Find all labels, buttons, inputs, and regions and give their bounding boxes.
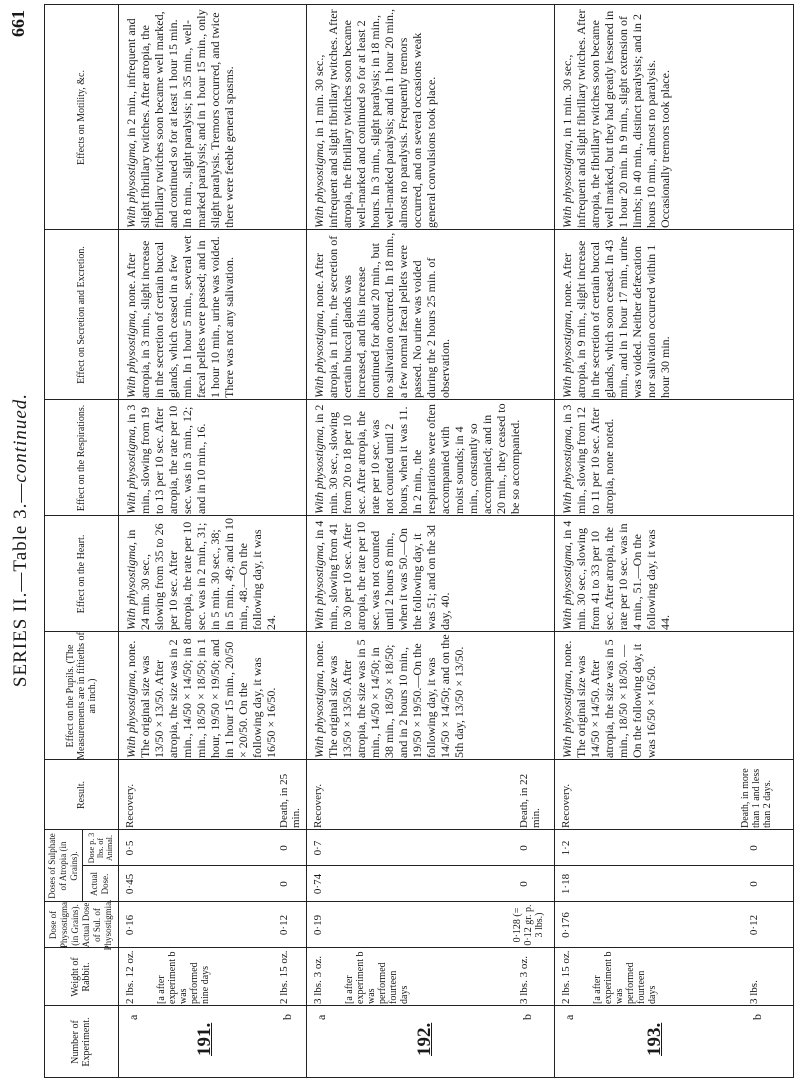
header-pupils: Effect on the Pupils. (The Measurements are in fiftieths of an inch.) bbox=[64, 632, 98, 760]
italic-lead: With physostigma, bbox=[560, 425, 574, 514]
atropia-actual: 0 bbox=[748, 881, 760, 887]
motility-text: in 1 min. 30 sec., infrequent and slight fibrillary twitches. After atropia, the fibrillary twitches soon became well marked, but they had greatly lessened in 1 hour 20 min. In 9 min., slight extension of limbs; in 40 min., distinct paralysis; and in 2 hours 10 min., almost no paralysis. Occasionally tremors took place. bbox=[560, 9, 672, 228]
col-divider bbox=[44, 399, 794, 400]
header-rule bbox=[118, 4, 119, 1078]
motility-text: in 2 min., infrequent and slight fibrillary twitches. After atropia, the fibrillary twitches soon became well marked, and continued so for at least 1 hour 15 min. In 8 min., slight paralysis; in 35 min., well-marked paralysis; and in 1 hour 15 min., only slight paralysis. Tremors occurred, and twice there were feeble general spasms. bbox=[124, 9, 236, 228]
header-physostigma: Dose of Physostigma (in Grains). Actual Dose of Sul. of Physostigmia. bbox=[48, 899, 113, 951]
secretion-cell bbox=[312, 232, 512, 398]
italic-lead: With physostigma, bbox=[560, 139, 574, 228]
atropia-actual: 0·45 bbox=[124, 873, 136, 895]
italic-lead: With physostigma, bbox=[560, 669, 574, 758]
rule bbox=[44, 1077, 794, 1078]
italic-lead: With physostigma, bbox=[124, 425, 138, 514]
experiment-number: 193. bbox=[644, 1022, 665, 1056]
atropia-per3: 1·2 bbox=[560, 840, 572, 856]
atropia-per3: 0·7 bbox=[312, 840, 324, 856]
pupils-text: none. The original size was 13/50 × 13/50. After atropia, the size was in 5 min., 14/50 × 14/50; in 38 min., 18/50 × 18/50; and in 2 hours 10 min., 19/50 × 19/50.—On the following day, it was 14/50 × 14/50; and on the 5th day, 13/50 × 13/50. bbox=[312, 634, 466, 758]
motility-cell bbox=[312, 7, 512, 228]
pupils-cell bbox=[312, 634, 512, 758]
note-cell: [a after experiment b was performed fourteen days bbox=[592, 951, 658, 1004]
weight-cell: 3 lbs. bbox=[748, 980, 760, 1004]
motility-cell bbox=[124, 7, 274, 228]
italic-lead: With physostigma, bbox=[312, 425, 326, 514]
header-weight: Weight of Rabbit. bbox=[70, 957, 92, 997]
result-cell: Recovery. bbox=[312, 783, 324, 828]
header-number: Number of Experiment. bbox=[70, 1017, 92, 1067]
heart-text: in 4 min., slowing from 41 to 30 per 10 sec. After atropia, the rate per 10 sec. was not counted until 2 hours 8 min., when it was 50.—On the following day, it was 51; and on the 3d day, 40. bbox=[312, 520, 452, 630]
physostigma-dose: 0·12 bbox=[748, 914, 760, 936]
atropia-per3: 0 bbox=[518, 845, 530, 851]
italic-lead: With physostigma, bbox=[312, 669, 326, 758]
resp-cell bbox=[124, 402, 274, 514]
header-motility: Effects on Motility, &c. bbox=[75, 70, 87, 165]
italic-lead: With physostigma, bbox=[124, 139, 138, 228]
data-table bbox=[44, 4, 794, 1078]
header-atropia-actual: Actual Dose. bbox=[89, 872, 110, 896]
header-heart: Effect on the Heart. bbox=[75, 534, 87, 614]
note-cell: [a after experiment b was performed fourteen days bbox=[344, 951, 410, 1004]
experiment-rule bbox=[554, 4, 555, 1078]
resp-cell bbox=[560, 402, 738, 514]
atropia-actual: 0 bbox=[278, 881, 290, 887]
rule bbox=[44, 4, 794, 5]
title-text: SERIES II.—Table 3.— bbox=[10, 482, 31, 688]
atropia-per3: 0 bbox=[748, 845, 760, 851]
italic-lead: With physostigma, bbox=[560, 541, 574, 630]
physostigma-dose: 0·16 bbox=[124, 914, 136, 936]
atropia-actual: 1·18 bbox=[560, 873, 572, 895]
resp-text: in 3 min., slowing from 19 to 13 per 10 sec. After atropia, the rate per 10 sec. was in 3 min., 12; and in 10 min., 16. bbox=[124, 404, 208, 514]
atropia-per3: 0 bbox=[278, 845, 290, 851]
italic-lead: With physostigma, bbox=[312, 309, 326, 398]
weight-cell: 2 lbs. 15 oz. bbox=[560, 950, 572, 1004]
italic-lead: With physostigma, bbox=[124, 309, 138, 398]
heart-text: in 4 min. 30 sec., slowing from 41 to 33 per 10 sec. After atropia, the rate per 10 sec. was in 4 min., 51.—On the following day, it was 44. bbox=[560, 520, 672, 630]
col-divider bbox=[44, 947, 794, 948]
atropia-actual: 0 bbox=[518, 881, 530, 887]
physostigma-dose: 0·12 bbox=[278, 914, 290, 936]
weight-cell: 3 lbs. 3 oz. bbox=[312, 956, 324, 1004]
pupils-text: none. The original size was 13/50 × 13/50. After atropia, the size was in 2 min., 14/50 × 14/50; in 8 min., 18/50 × 18/50; in 1 hour, 19/50 × 19/50; and in 1 hour 15 min., 20/50 × 20/50. On the following day, it was 16/50 × 16/50. bbox=[124, 638, 278, 758]
physostigma-dose: 0·19 bbox=[312, 914, 324, 936]
header-respirations: Effect on the Respirations. bbox=[75, 404, 87, 512]
physostigma-dose: 0·128 (= 0·12 gr. p. 3 lbs.) bbox=[512, 904, 545, 946]
result-cell: Death, in more than 1 and less than 2 days. bbox=[740, 768, 773, 828]
table-title bbox=[10, 0, 32, 1080]
row-letter: b bbox=[520, 1014, 534, 1020]
row-letter: a bbox=[314, 1014, 328, 1020]
result-cell: Recovery. bbox=[124, 783, 136, 828]
header-atropia: Doses of Sulphate of Atropia (in Grains). bbox=[46, 833, 79, 899]
col-divider bbox=[44, 829, 794, 830]
note-cell: [a after experiment b was performed nine days bbox=[156, 951, 211, 1004]
secretion-text: none. After atropia, in 1 min., the secretion of certain buccal glands was increased, and this increase continued for about 20 min., but no salivation occurred. In 18 min., a few normal fæcal pellets were passed. No urine was voided during the 2 hours 25 min. of observation. bbox=[312, 232, 452, 398]
col-divider bbox=[44, 901, 794, 902]
resp-text: in 3 min., slowing from 12 to 11 per 10 sec. After atropia, none noted. bbox=[560, 404, 616, 514]
col-divider bbox=[44, 515, 794, 516]
result-cell: Death, in 22 min. bbox=[518, 773, 542, 828]
heart-cell bbox=[124, 518, 278, 630]
weight-cell: 2 lbs. 15 oz. bbox=[278, 950, 290, 1004]
result-cell: Death, in 25 min. bbox=[278, 773, 302, 828]
row-letter: a bbox=[562, 1014, 576, 1020]
secretion-text: none. After atropia, in 3 min., slight increase in the secretion of certain buccal glands, which ceased in a few min. In 1 hour 5 min., several wet fæcal pellets were passed; and in 1 hour 10 min., urine was voided. There was not any salivation. bbox=[124, 235, 236, 398]
atropia-per3: 0·5 bbox=[124, 840, 136, 856]
atropia-actual: 0·74 bbox=[312, 873, 324, 895]
header-secretion: Effect on Secretion and Excretion. bbox=[75, 246, 87, 384]
page-number: 661 bbox=[8, 10, 28, 37]
italic-lead: With physostigma, bbox=[124, 669, 138, 758]
resp-text: in 2 min. 30 sec., slowing from 20 to 18 per 10 sec. After atropia, the rate per 10 sec. was not counted until 2 hours, when it was 11. In 2 min., the respirations were often accompanied with moist sounds; in 4 min., constantly so accompanied; and in 20 min., they ceased to be so accompanied. bbox=[312, 403, 522, 514]
motility-cell bbox=[560, 7, 738, 228]
heart-cell bbox=[560, 518, 738, 630]
pupils-cell bbox=[560, 634, 738, 758]
experiment-number: 192. bbox=[414, 1022, 435, 1056]
secretion-cell bbox=[124, 232, 274, 398]
col-divider bbox=[44, 1005, 794, 1006]
secretion-cell bbox=[560, 232, 738, 398]
italic-lead: With physostigma, bbox=[560, 309, 574, 398]
col-divider bbox=[44, 759, 794, 760]
heart-text: in 24 min. 30 sec., slowing from 35 to 26 per 10 sec. After atropia, the rate per 10 sec. was in 2 min., 31; in 5 min. 30 sec., 38; in 5 min., 49; and in 10 min., 48.—On the following day, it was 24. bbox=[124, 518, 278, 630]
experiment-number: 191. bbox=[194, 1022, 215, 1056]
italic-lead: With physostigma, bbox=[124, 541, 138, 630]
result-cell: Recovery. bbox=[560, 783, 572, 828]
heart-cell bbox=[312, 518, 512, 630]
title-cont: continued. bbox=[10, 392, 31, 483]
weight-cell: 3 lbs. 3 oz. bbox=[518, 956, 530, 1004]
italic-lead: With physostigma, bbox=[312, 541, 326, 630]
italic-lead: With physostigma, bbox=[312, 139, 326, 228]
secretion-text: none. After atropia, in 9 min., slight increase in the secretion of certain buccal glands, which soon ceased. In 43 min., and in 1 hour 17 min., urine was voided. Neither defæcation nor salivation occurred within 1 hour 30 min. bbox=[560, 236, 672, 398]
experiment-rule bbox=[306, 4, 307, 1078]
pupils-cell bbox=[124, 634, 278, 758]
resp-cell bbox=[312, 402, 522, 514]
weight-cell: 2 lbs. 12 oz. bbox=[124, 950, 136, 1004]
col-divider bbox=[82, 865, 794, 866]
header-result: Result. bbox=[75, 780, 87, 810]
col-divider bbox=[44, 229, 794, 230]
col-divider bbox=[44, 631, 794, 632]
row-letter: b bbox=[750, 1014, 764, 1020]
pupils-text: none. The original size was 14/50 × 14/50. After atropia, the size was in 5 min., 18/50 × 18/50. —On the following day, it was 16/50 × 16/50. bbox=[560, 639, 658, 758]
rule bbox=[793, 4, 794, 1078]
row-letter: b bbox=[280, 1014, 294, 1020]
row-letter: a bbox=[126, 1014, 140, 1020]
motility-text: in 1 min. 30 sec., infrequent and slight fibrillary twitches. After atropia, the fibrillary twitches soon became well-marked and continued so for at least 2 hours. In 3 min., slight paralysis; in 18 min., well-marked paralysis; and in 1 hour 20 min., almost no paralysis. Frequently tremors occurred, and on several occasions weak general convulsions took place. bbox=[312, 9, 438, 228]
physostigma-dose: 0·176 bbox=[560, 912, 572, 938]
header-atropia-per: Dose p. 3 lbs. of Animal. bbox=[86, 832, 114, 864]
